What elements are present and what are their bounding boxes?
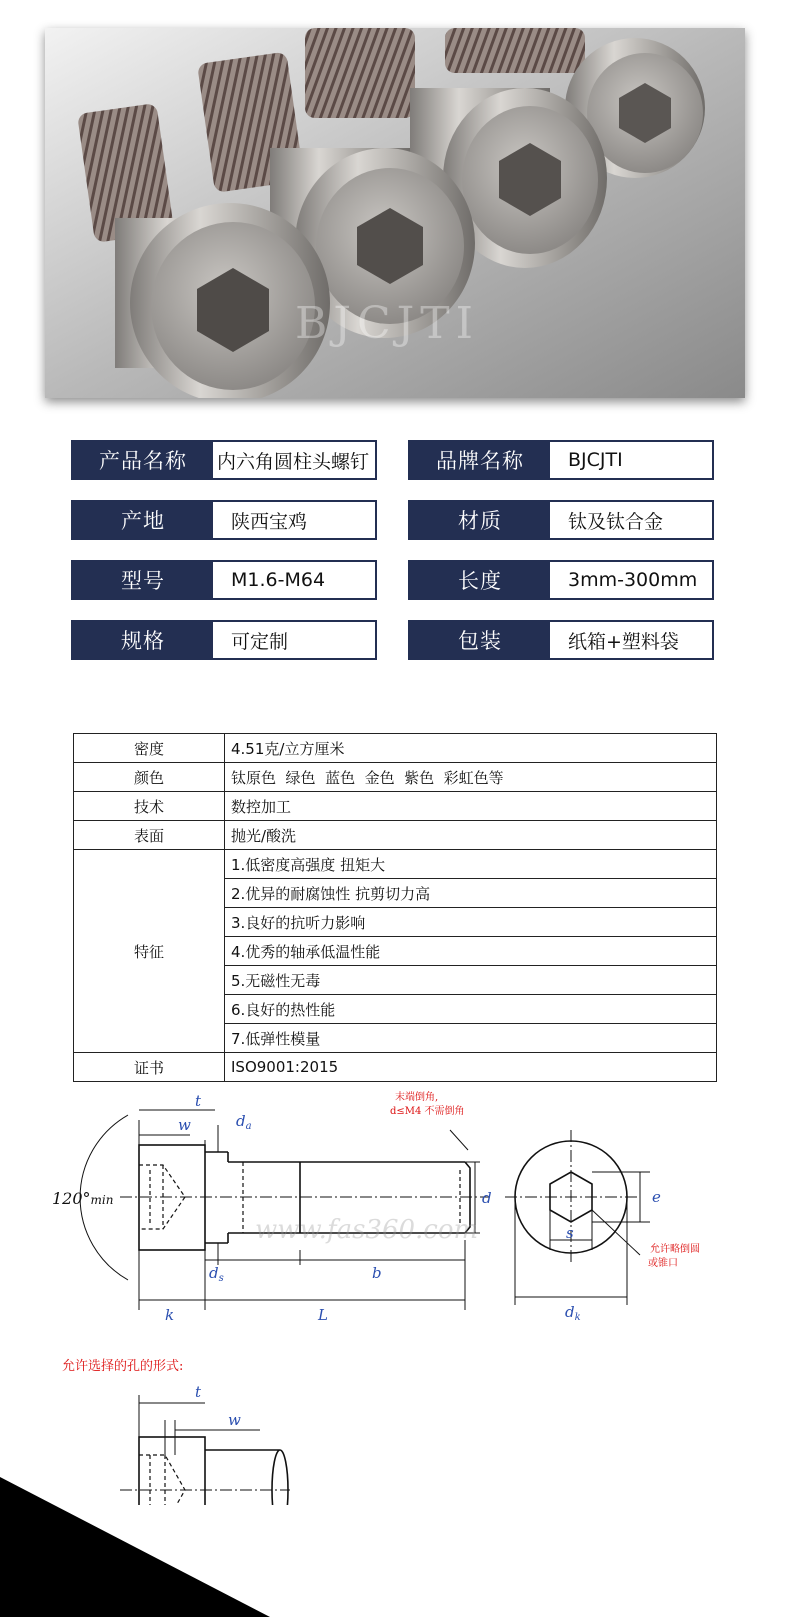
leader-end-note — [450, 1130, 468, 1150]
dim-t-w — [139, 1110, 215, 1135]
spec-key: 规格 — [73, 622, 213, 658]
density-label: 密度 — [74, 734, 225, 763]
spec-brand — [408, 440, 714, 480]
table-row — [74, 1053, 717, 1082]
label-da: $d_a$ — [236, 1112, 252, 1132]
feature-item: 7.低弹性模量 — [225, 1024, 717, 1053]
properties-table — [73, 733, 717, 1082]
feature-item: 6.良好的热性能 — [225, 995, 717, 1024]
alt-dimension-lines — [139, 1395, 260, 1455]
label-w: w — [178, 1116, 191, 1134]
feature-item: 5.无磁性无毒 — [225, 966, 717, 995]
technical-drawing — [0, 1090, 790, 1340]
photo-watermark: BJCJTI — [295, 298, 480, 349]
alt-hole-title: 允许选择的孔的形式: — [62, 1359, 184, 1374]
color-value: 钛原色 绿色 蓝色 金色 紫色 彩虹色等 — [225, 763, 717, 792]
feature-item: 4.优秀的轴承低温性能 — [225, 937, 717, 966]
table-row — [74, 734, 717, 763]
table-row — [74, 763, 717, 792]
spec-key: 材质 — [410, 502, 550, 538]
density-value: 4.51克/立方厘米 — [225, 734, 717, 763]
label-dk: $d_k$ — [565, 1303, 581, 1323]
spec-key: 产地 — [73, 502, 213, 538]
cert-value: ISO9001:2015 — [225, 1053, 717, 1082]
label-L: L — [318, 1306, 328, 1324]
product-photo — [45, 28, 745, 398]
feature-item: 3.良好的抗听力影响 — [225, 908, 717, 937]
cert-label: 证书 — [74, 1053, 225, 1082]
spec-key: 型号 — [73, 562, 213, 598]
surface-label: 表面 — [74, 821, 225, 850]
label-s: s — [566, 1224, 574, 1242]
table-row — [74, 850, 717, 879]
dim-b — [205, 1250, 465, 1265]
spec-value: 陕西宝鸡 — [231, 510, 308, 533]
label-angle: 120°min — [52, 1189, 114, 1208]
note-hole-1: 允许略倒圆 — [650, 1244, 700, 1255]
tech-label: 技术 — [74, 792, 225, 821]
spec-key: 包装 — [410, 622, 550, 658]
label-t: t — [195, 1092, 202, 1110]
spec-packaging — [408, 620, 714, 660]
spec-value: 纸箱+塑料袋 — [568, 630, 679, 653]
spec-material — [408, 500, 714, 540]
table-row — [74, 792, 717, 821]
spec-value: M1.6-M64 — [231, 569, 326, 591]
surface-value: 抛光/酸洗 — [225, 821, 717, 850]
label-d: d — [482, 1189, 492, 1207]
spec-value: 内六角圆柱头螺钉 — [217, 450, 370, 473]
label-k: k — [165, 1306, 175, 1324]
spec-specification — [71, 620, 377, 660]
spec-value: 3mm-300mm — [568, 569, 698, 591]
alt-label-w: w — [228, 1411, 241, 1429]
label-e: e — [652, 1188, 661, 1206]
feature-item: 1.低密度高强度 扭矩大 — [225, 850, 717, 879]
centerline-end — [505, 1130, 640, 1265]
note-end-chamfer-2: d≤M4 不需倒角 — [390, 1106, 465, 1117]
label-b: b — [372, 1264, 382, 1282]
label-ds: $d_s$ — [209, 1264, 224, 1284]
spec-length — [408, 560, 714, 600]
spec-key: 长度 — [410, 562, 550, 598]
spec-value: 可定制 — [231, 630, 289, 653]
corner-decoration — [0, 1477, 270, 1617]
note-hole-2: 或锥口 — [648, 1258, 678, 1269]
leader-hole-note — [592, 1210, 640, 1255]
drawing-watermark: www.fas360.com — [255, 1215, 479, 1245]
spec-model — [71, 560, 377, 600]
spec-key: 品牌名称 — [410, 442, 550, 478]
feature-label: 特征 — [74, 850, 225, 1053]
note-end-chamfer-1: 末端倒角, — [395, 1092, 439, 1103]
spec-value: BJCJTI — [568, 449, 623, 471]
bolts-illustration — [45, 28, 745, 398]
feature-item: 2.优异的耐腐蚀性 抗剪切力高 — [225, 879, 717, 908]
spec-origin — [71, 500, 377, 540]
color-label: 颜色 — [74, 763, 225, 792]
spec-product-name — [71, 440, 377, 480]
table-row — [74, 821, 717, 850]
tech-value: 数控加工 — [225, 792, 717, 821]
alt-label-t: t — [195, 1383, 202, 1401]
spec-key: 产品名称 — [73, 442, 213, 478]
spec-value: 钛及钛合金 — [568, 510, 664, 533]
